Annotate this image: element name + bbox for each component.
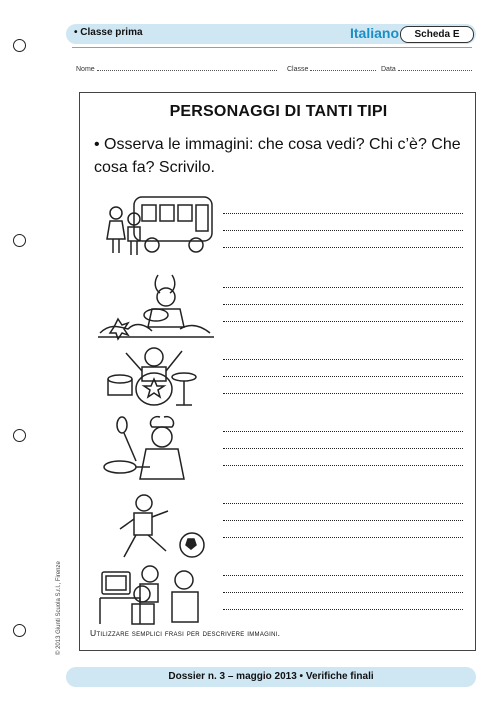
instruction-text: • Osserva le immagini: che cosa vedi? Chi c’è? Che cosa fa? Scrivilo.: [94, 136, 461, 176]
class-label: • Classe prima: [74, 27, 143, 38]
date-field[interactable]: [381, 64, 472, 73]
boy-drum-icon: [96, 343, 216, 413]
children-bus-icon: [96, 193, 216, 263]
exercise-frame: [79, 92, 476, 651]
header-bar: [66, 24, 476, 44]
copyright-text: © 2013 Giunti Scuola S.r.l., Firenze: [56, 561, 62, 655]
answer-lines-1[interactable]: [223, 199, 463, 250]
page-title: PERSONAGGI DI TANTI TIPI: [169, 103, 388, 120]
answer-lines-6[interactable]: [223, 561, 463, 612]
rabbit-basket-icon: [96, 271, 216, 341]
cook-pan-icon: [96, 413, 216, 483]
family-computer-icon: [96, 558, 216, 628]
binder-hole: [13, 624, 26, 637]
binder-hole: [13, 429, 26, 442]
footer-bar: Dossier n. 3 – maggio 2013 • Verifiche finali: [66, 667, 476, 687]
date-label: Data: [381, 66, 396, 73]
class-field-label: Classe: [287, 66, 309, 73]
footnote: Utilizzare semplici frasi per descrivere immagini.: [90, 628, 281, 638]
answer-lines-3[interactable]: [223, 345, 463, 396]
header-divider: [72, 47, 472, 48]
boy-soccer-ball-icon: [96, 493, 216, 563]
class-field[interactable]: [287, 64, 376, 73]
binder-hole: [13, 39, 26, 52]
worksheet-badge: Scheda E: [400, 26, 474, 43]
binder-hole: [13, 234, 26, 247]
answer-lines-2[interactable]: [223, 273, 463, 324]
answer-lines-5[interactable]: [223, 489, 463, 540]
name-label: Nome: [76, 66, 95, 73]
answer-lines-4[interactable]: [223, 417, 463, 468]
subject-label: Italiano: [350, 25, 400, 41]
name-field[interactable]: [76, 64, 277, 73]
